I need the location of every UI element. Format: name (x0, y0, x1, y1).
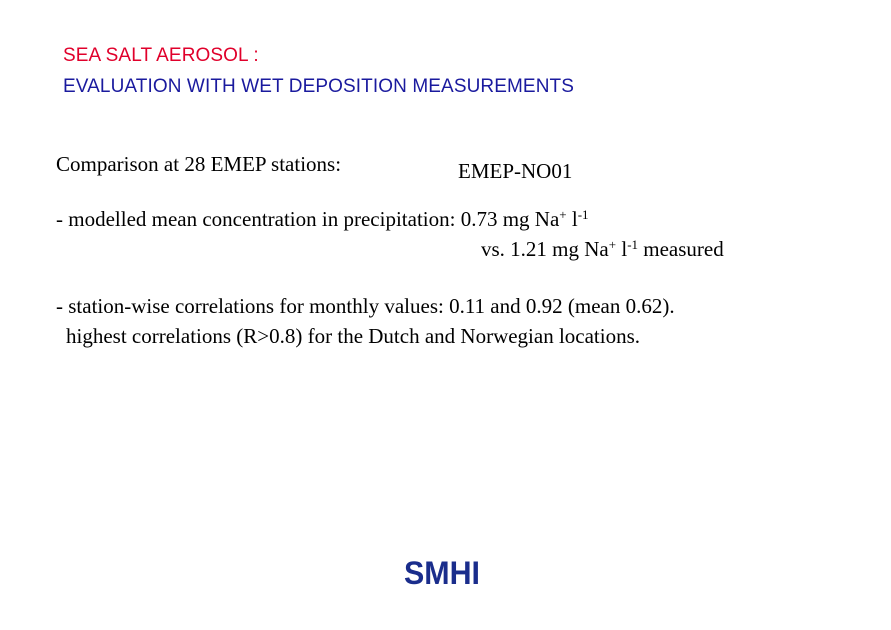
measured-suffix: measured (638, 237, 724, 261)
correlations-text: - station-wise correlations for monthly values: 0.11 and 0.92 (mean 0.62). (56, 294, 675, 318)
modelled-line (56, 207, 589, 232)
measured-text: vs. 1.21 mg Na (481, 237, 609, 261)
measured-ion-charge: + (608, 237, 617, 252)
smhi-logo-text: SMHI (404, 556, 480, 586)
smhi-logo (404, 556, 480, 586)
slide-title-line-2: EVALUATION WITH WET DEPOSITION MEASUREMENTS (63, 76, 575, 97)
modelled-text: - modelled mean concentration in precipitation: 0.73 mg Na (56, 207, 560, 231)
comparison-text: Comparison at 28 EMEP stations: (56, 152, 342, 176)
slide-title-line-1: SEA SALT AEROSOL : (63, 45, 259, 66)
modelled-ion-charge: + (559, 207, 567, 222)
station-id: EMEP-NO01 (458, 159, 573, 183)
measured-unit-exponent: -1 (627, 237, 639, 252)
measured-unit: l (616, 237, 628, 261)
modelled-unit: l (566, 207, 578, 231)
measured-line (481, 237, 724, 262)
modelled-unit-exponent: -1 (577, 207, 589, 222)
highest-correlations-text: highest correlations (R>0.8) for the Dutch and Norwegian locations. (66, 324, 641, 348)
